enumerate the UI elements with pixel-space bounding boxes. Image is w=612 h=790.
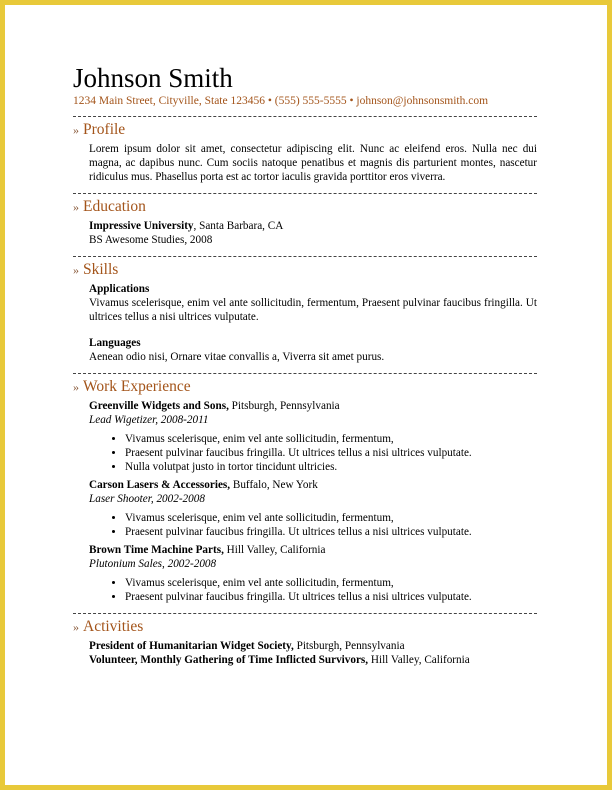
work-section (73, 377, 537, 604)
job-entry (89, 399, 537, 474)
list-item: • Vivamus scelerisque, enim vel ante sollicitudin, fermentum, (125, 576, 537, 590)
section-title-activities: » Activities (73, 618, 144, 635)
section-divider (73, 256, 537, 257)
job-bullets (89, 511, 537, 539)
job-company-line (89, 399, 537, 413)
job-entry (89, 543, 537, 604)
list-item: • Praesent pulvinar faucibus fringilla. Ut ultrices tellus a nisi ultrices vulputate. (125, 446, 537, 460)
raquo-icon: » (73, 380, 79, 394)
job-bullets (89, 576, 537, 604)
job-company-line (89, 543, 537, 557)
activity-location: Pitsburgh, Pennsylvania (293, 640, 405, 652)
list-item: • Vivamus scelerisque, enim vel ante sollicitudin, fermentum, (125, 432, 537, 446)
job-company: Greenville Widgets and Sons, (89, 400, 229, 412)
section-divider (73, 193, 537, 194)
job-company-line (89, 478, 537, 492)
skill-group (89, 282, 537, 324)
raquo-icon: » (73, 200, 79, 214)
education-degree: BS Awesome Studies, 2008 (89, 234, 213, 246)
job-role: Lead Wigetizer, 2008-2011 (89, 414, 209, 426)
activity-title: President of Humanitarian Widget Society, (89, 640, 294, 652)
job-location: Pitsburgh, Pennsylvania (228, 400, 340, 412)
job-role: Laser Shooter, 2002-2008 (89, 493, 205, 505)
education-school-line (89, 219, 537, 233)
activity-item (89, 639, 537, 653)
resume-page (5, 5, 607, 785)
job-location: Buffalo, New York (230, 479, 318, 491)
education-section (73, 197, 537, 247)
profile-text: Lorem ipsum dolor sit amet, consectetur adipiscing elit. Nunc ac eleifend eros. Nulla nec dui magna, ac dapibus nunc. Cum sociis natoque penatibus et magnis dis parturient montes, nascetur ridiculus mus. Phasellus porta est ac tortor iaculis gravida porttitor eros viverra. (89, 143, 537, 183)
school-location: , Santa Barbara, CA (193, 220, 284, 232)
section-title-skills: » Skills (73, 261, 119, 278)
job-role: Plutonium Sales, 2002-2008 (89, 558, 217, 570)
job-location: Hill Valley, California (223, 544, 326, 556)
profile-section (73, 120, 537, 184)
resume-name: Johnson Smith (73, 63, 233, 93)
contact-line: 1234 Main Street, Cityville, State 123456 • (555) 555-5555 • johnson@johnsonsmith.com (73, 95, 489, 107)
activity-item (89, 653, 537, 667)
section-title-profile: » Profile (73, 121, 126, 138)
skills-section (73, 260, 537, 364)
list-item: • Praesent pulvinar faucibus fringilla. Ut ultrices tellus a nisi ultrices vulputate. (125, 590, 537, 604)
activity-location: Hill Valley, California (368, 654, 470, 666)
section-title-work: » Work Experience (73, 378, 191, 395)
section-title-education: » Education (73, 198, 146, 215)
raquo-icon: » (73, 620, 79, 634)
school-name: Impressive University (89, 220, 194, 232)
skill-group-name: Applications (89, 283, 150, 295)
raquo-icon: » (73, 263, 79, 277)
activity-title: Volunteer, Monthly Gathering of Time Inflicted Survivors, (89, 654, 369, 666)
skill-group-text: Aenean odio nisi, Ornare vitae convallis a, Viverra sit amet purus. (89, 351, 385, 363)
job-company: Brown Time Machine Parts, (89, 544, 224, 556)
section-divider (73, 373, 537, 374)
job-company: Carson Lasers & Accessories, (89, 479, 231, 491)
raquo-icon: » (73, 123, 79, 137)
job-bullets (89, 432, 537, 474)
section-divider (73, 116, 537, 117)
list-item: • Vivamus scelerisque, enim vel ante sollicitudin, fermentum, (125, 511, 537, 525)
skill-group (89, 336, 537, 364)
list-item: • Praesent pulvinar faucibus fringilla. Ut ultrices tellus a nisi ultrices vulputate. (125, 525, 537, 539)
activities-section (73, 617, 537, 667)
list-item: • Nulla volutpat justo in tortor tincidunt ultricies. (125, 460, 537, 474)
skill-group-name: Languages (89, 337, 141, 349)
job-entry (89, 478, 537, 539)
section-divider (73, 613, 537, 614)
skill-group-text: Vivamus scelerisque, enim vel ante sollicitudin, fermentum, Praesent pulvinar faucibus fringilla. Ut ultrices tellus a nisi ultrices vulputate. (89, 297, 537, 323)
